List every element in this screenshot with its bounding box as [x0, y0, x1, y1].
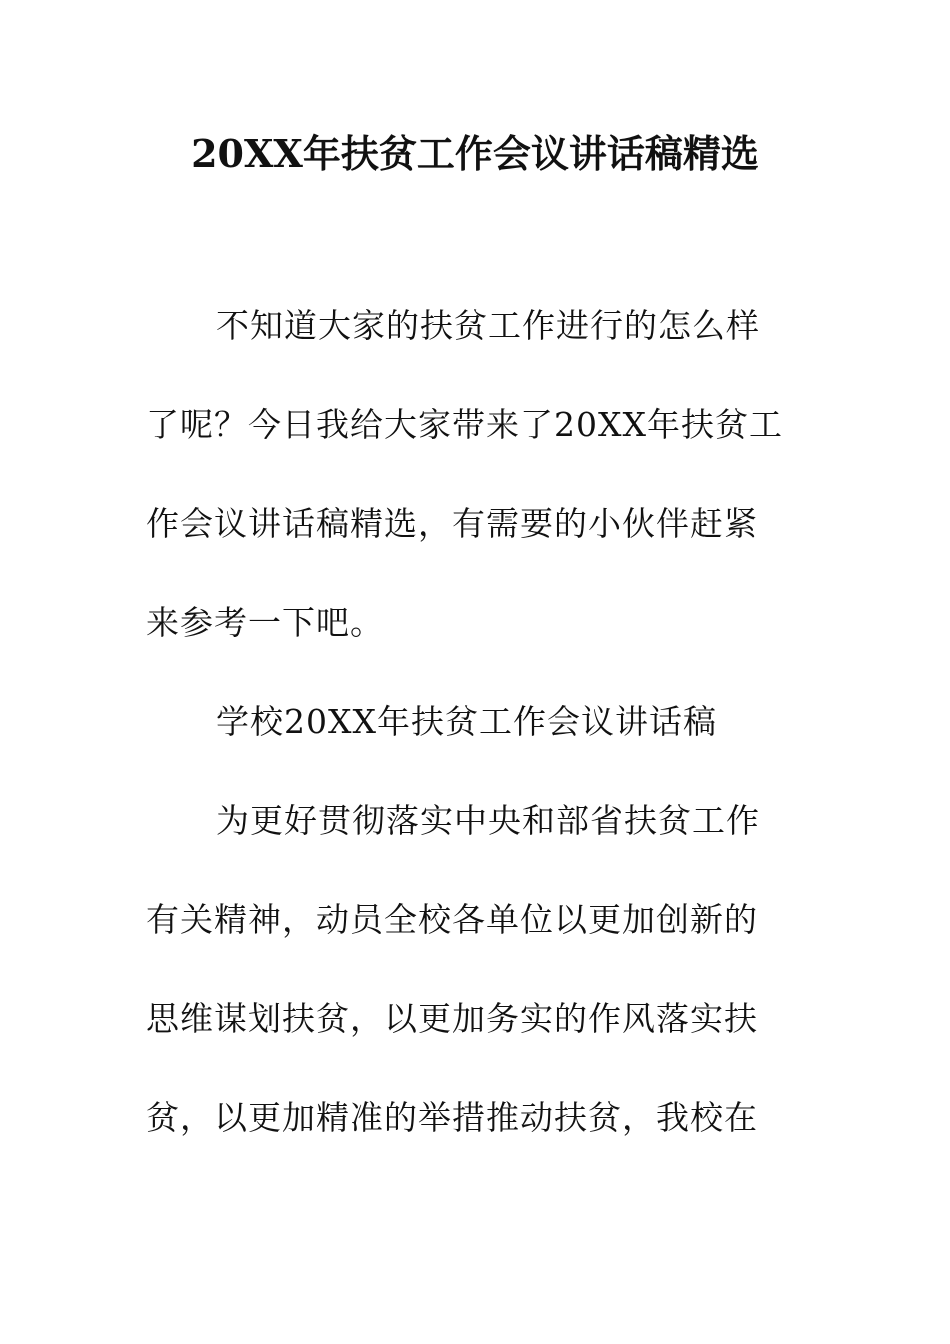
section-heading-line: 学校20XX年扶贫工作会议讲话稿: [216, 702, 717, 741]
document-body: [146, 298, 806, 1189]
document-title: 20XX年扶贫工作会议讲话稿精选: [191, 131, 759, 176]
paragraph-line: 思维谋划扶贫，以更加务实的作风落实扶: [146, 999, 758, 1038]
paragraph-line: 来参考一下吧。: [146, 603, 384, 642]
paragraph-line: 贫，以更加精准的举措推动扶贫，我校在: [146, 1098, 758, 1137]
paragraph-line: 作会议讲话稿精选，有需要的小伙伴赶紧: [146, 504, 758, 543]
paragraph-line: 不知道大家的扶贫工作进行的怎么样: [216, 306, 760, 345]
paragraph-line: 了呢？今日我给大家带来了20XX年扶贫工: [146, 405, 783, 444]
paragraph-line: 有关精神，动员全校各单位以更加创新的: [146, 900, 758, 939]
paragraph-line: 为更好贯彻落实中央和部省扶贫工作: [216, 801, 760, 840]
